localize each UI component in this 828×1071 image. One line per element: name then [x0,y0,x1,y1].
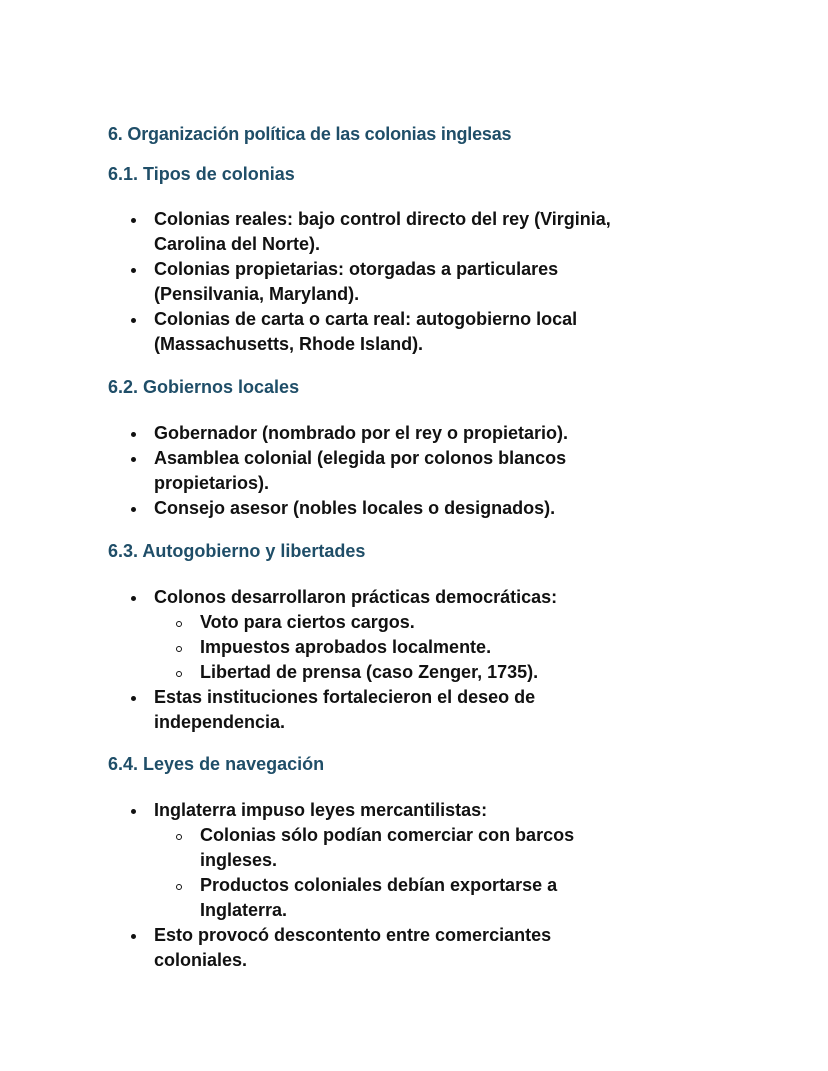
sub-list-item-text: Libertad de prensa (caso Zenger, 1735). [200,662,539,682]
sub-list-item [0,635,600,660]
list-item [0,207,660,257]
bullet-icon [131,934,136,939]
list-item-text: Colonias propietarias: otorgadas a particulares (Pensilvania, Maryland). [154,259,559,304]
list-item [0,257,660,307]
bullet-icon [131,318,136,323]
list-item-text: Asamblea colonial (elegida por colonos blancos propietarios). [154,448,567,493]
section-list-6-4 [0,798,610,973]
sub-list-item-text: Colonias sólo podían comerciar con barcos ingleses. [200,825,575,870]
list-item-text: Inglaterra impuso leyes mercantilistas: [154,800,488,820]
list-item [0,421,620,446]
sub-list-item-text: Impuestos aprobados localmente. [200,637,492,657]
list-item-text: Gobernador (nombrado por el rey o propietario). [154,423,569,443]
list-item [0,307,660,357]
list-item-text: Colonias reales: bajo control directo del rey (Virginia, Carolina del Norte). [154,209,611,254]
sub-list-item [0,823,610,873]
sub-list-item [0,660,600,685]
circle-bullet-icon [176,884,182,890]
bullet-icon [131,507,136,512]
bullet-icon [131,696,136,701]
bullet-icon [131,432,136,437]
list-item [0,798,610,923]
list-item [0,923,610,973]
list-item-text: Estas instituciones fortalecieron el deseo de independencia. [154,687,536,732]
sub-list [154,823,610,923]
sub-list-item [0,873,610,923]
bullet-icon [131,218,136,223]
bullet-icon [131,268,136,273]
sub-list-item-text: Voto para ciertos cargos. [200,612,415,632]
list-item [0,496,620,521]
section-heading-6-1: 6.1. Tipos de colonias [108,164,295,184]
list-item [0,446,620,496]
bullet-icon [131,809,136,814]
section-heading-6-3: 6.3. Autogobierno y libertades [108,541,366,561]
list-item-text: Consejo asesor (nobles locales o designados). [154,498,556,518]
list-item-text: Colonos desarrollaron prácticas democráticas: [154,587,558,607]
sub-list-item [0,610,600,635]
circle-bullet-icon [176,671,182,677]
section-list-6-2 [0,421,620,521]
list-item-text: Esto provocó descontento entre comerciantes coloniales. [154,925,552,970]
list-item [0,585,600,685]
bullet-icon [131,457,136,462]
sub-list [154,610,600,685]
circle-bullet-icon [176,621,182,627]
list-item [0,685,600,735]
section-list-6-1 [0,207,660,357]
circle-bullet-icon [176,834,182,840]
section-heading-6-2: 6.2. Gobiernos locales [108,377,300,397]
bullet-icon [131,596,136,601]
section-list-6-3 [0,585,600,735]
section-heading-6-4: 6.4. Leyes de navegación [108,754,325,774]
document-title: 6. Organización política de las colonias inglesas [108,124,512,144]
sub-list-item-text: Productos coloniales debían exportarse a Inglaterra. [200,875,558,920]
circle-bullet-icon [176,646,182,652]
list-item-text: Colonias de carta o carta real: autogobierno local (Massachusetts, Rhode Island). [154,309,578,354]
